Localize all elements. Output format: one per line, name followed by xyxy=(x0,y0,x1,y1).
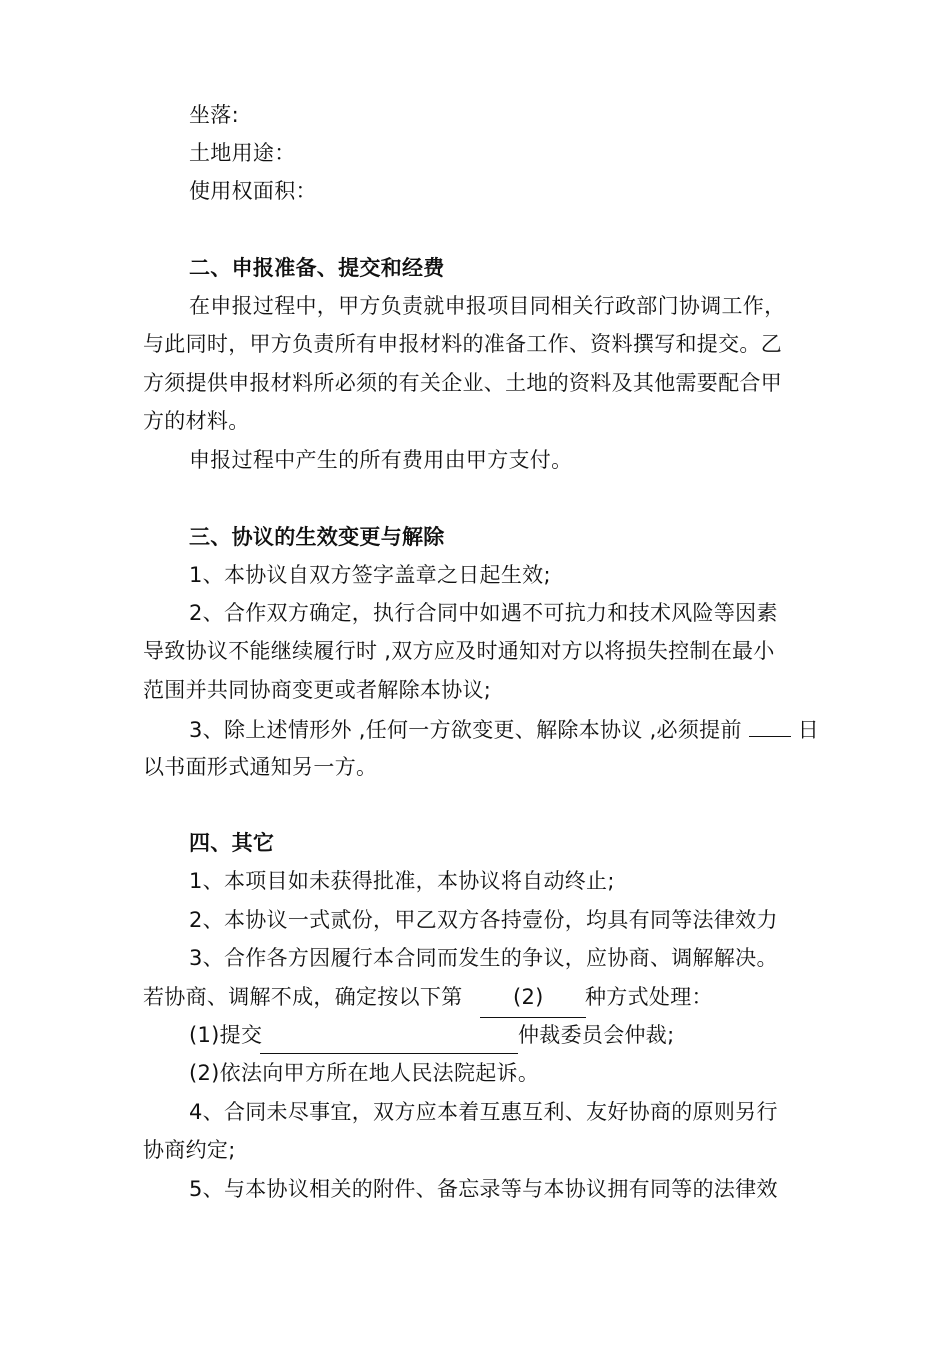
section4-item3-line2-text: 若协商、调解不成，确定按以下第 xyxy=(143,985,463,1009)
option1-suffix: 仲裁委员会仲裁; xyxy=(518,1023,675,1047)
section4-item3-line2-tail: 种方式处理： xyxy=(585,985,713,1009)
section4-item5: 5、与本协议相关的附件、备忘录等与本协议拥有同等的法律效 xyxy=(189,1177,778,1201)
section3-item2-line2: 导致协议不能继续履行时 ,双方应及时通知对方以将损失控制在最小 xyxy=(143,639,775,663)
notice-days-blank xyxy=(749,714,791,737)
section4-item4-line2: 协商约定; xyxy=(143,1138,236,1162)
section-heading-3: 三、协议的生效变更与解除 xyxy=(189,525,445,549)
section4-item3-line1: 3、合作各方因履行本合同而发生的争议，应协商、调解解决。 xyxy=(189,946,778,970)
section-heading-2: 二、申报准备、提交和经费 xyxy=(189,256,445,280)
option1-prefix: (1)提交 xyxy=(189,1023,263,1047)
section3-item2-line3: 范围并共同协商变更或者解除本协议; xyxy=(143,678,492,702)
section3-item1: 1、本协议自双方签字盖章之日起生效; xyxy=(189,563,551,587)
section2-para1-line4: 方的材料。 xyxy=(143,409,250,433)
section3-item2-line1: 2、合作双方确定，执行合同中如遇不可抗力和技术风险等因素 xyxy=(189,601,778,625)
area-label: 使用权面积： xyxy=(189,179,317,203)
arbitration-commission-blank xyxy=(260,1053,518,1054)
option2: (2)依法向甲方所在地人民法院起诉。 xyxy=(189,1061,540,1085)
section3-item3-unit: 日 xyxy=(797,718,820,742)
location-label: 坐落: xyxy=(189,103,239,127)
section2-para1-line1: 在申报过程中，甲方负责就申报项目同相关行政部门协调工作， xyxy=(189,294,786,318)
section3-item3-text: 3、除上述情形外 ,任何一方欲变更、解除本协议 ,必须提前 xyxy=(189,718,742,742)
section-heading-4: 四、其它 xyxy=(189,831,275,855)
section4-item1: 1、本项目如未获得批准，本协议将自动终止; xyxy=(189,869,615,893)
section3-item3-line2: 以书面形式通知另一方。 xyxy=(143,755,378,779)
land-use-label: 土地用途： xyxy=(189,141,296,165)
section2-para2: 申报过程中产生的所有费用由甲方支付。 xyxy=(189,448,573,472)
dispute-method-choice: (2) xyxy=(513,985,544,1009)
section4-item4-line1: 4、合同未尽事宜，双方应本着互惠互利、友好协商的原则另行 xyxy=(189,1100,778,1124)
section2-para1-line2: 与此同时，甲方负责所有申报材料的准备工作、资料撰写和提交。乙 xyxy=(143,332,782,356)
section4-item2: 2、本协议一式贰份，甲乙双方各持壹份，均具有同等法律效力 xyxy=(189,908,778,932)
dispute-method-underline xyxy=(480,1017,586,1018)
section3-item3-line1 xyxy=(189,714,819,744)
section2-para1-line3: 方须提供申报材料所必须的有关企业、土地的资料及其他需要配合甲 xyxy=(143,371,782,395)
